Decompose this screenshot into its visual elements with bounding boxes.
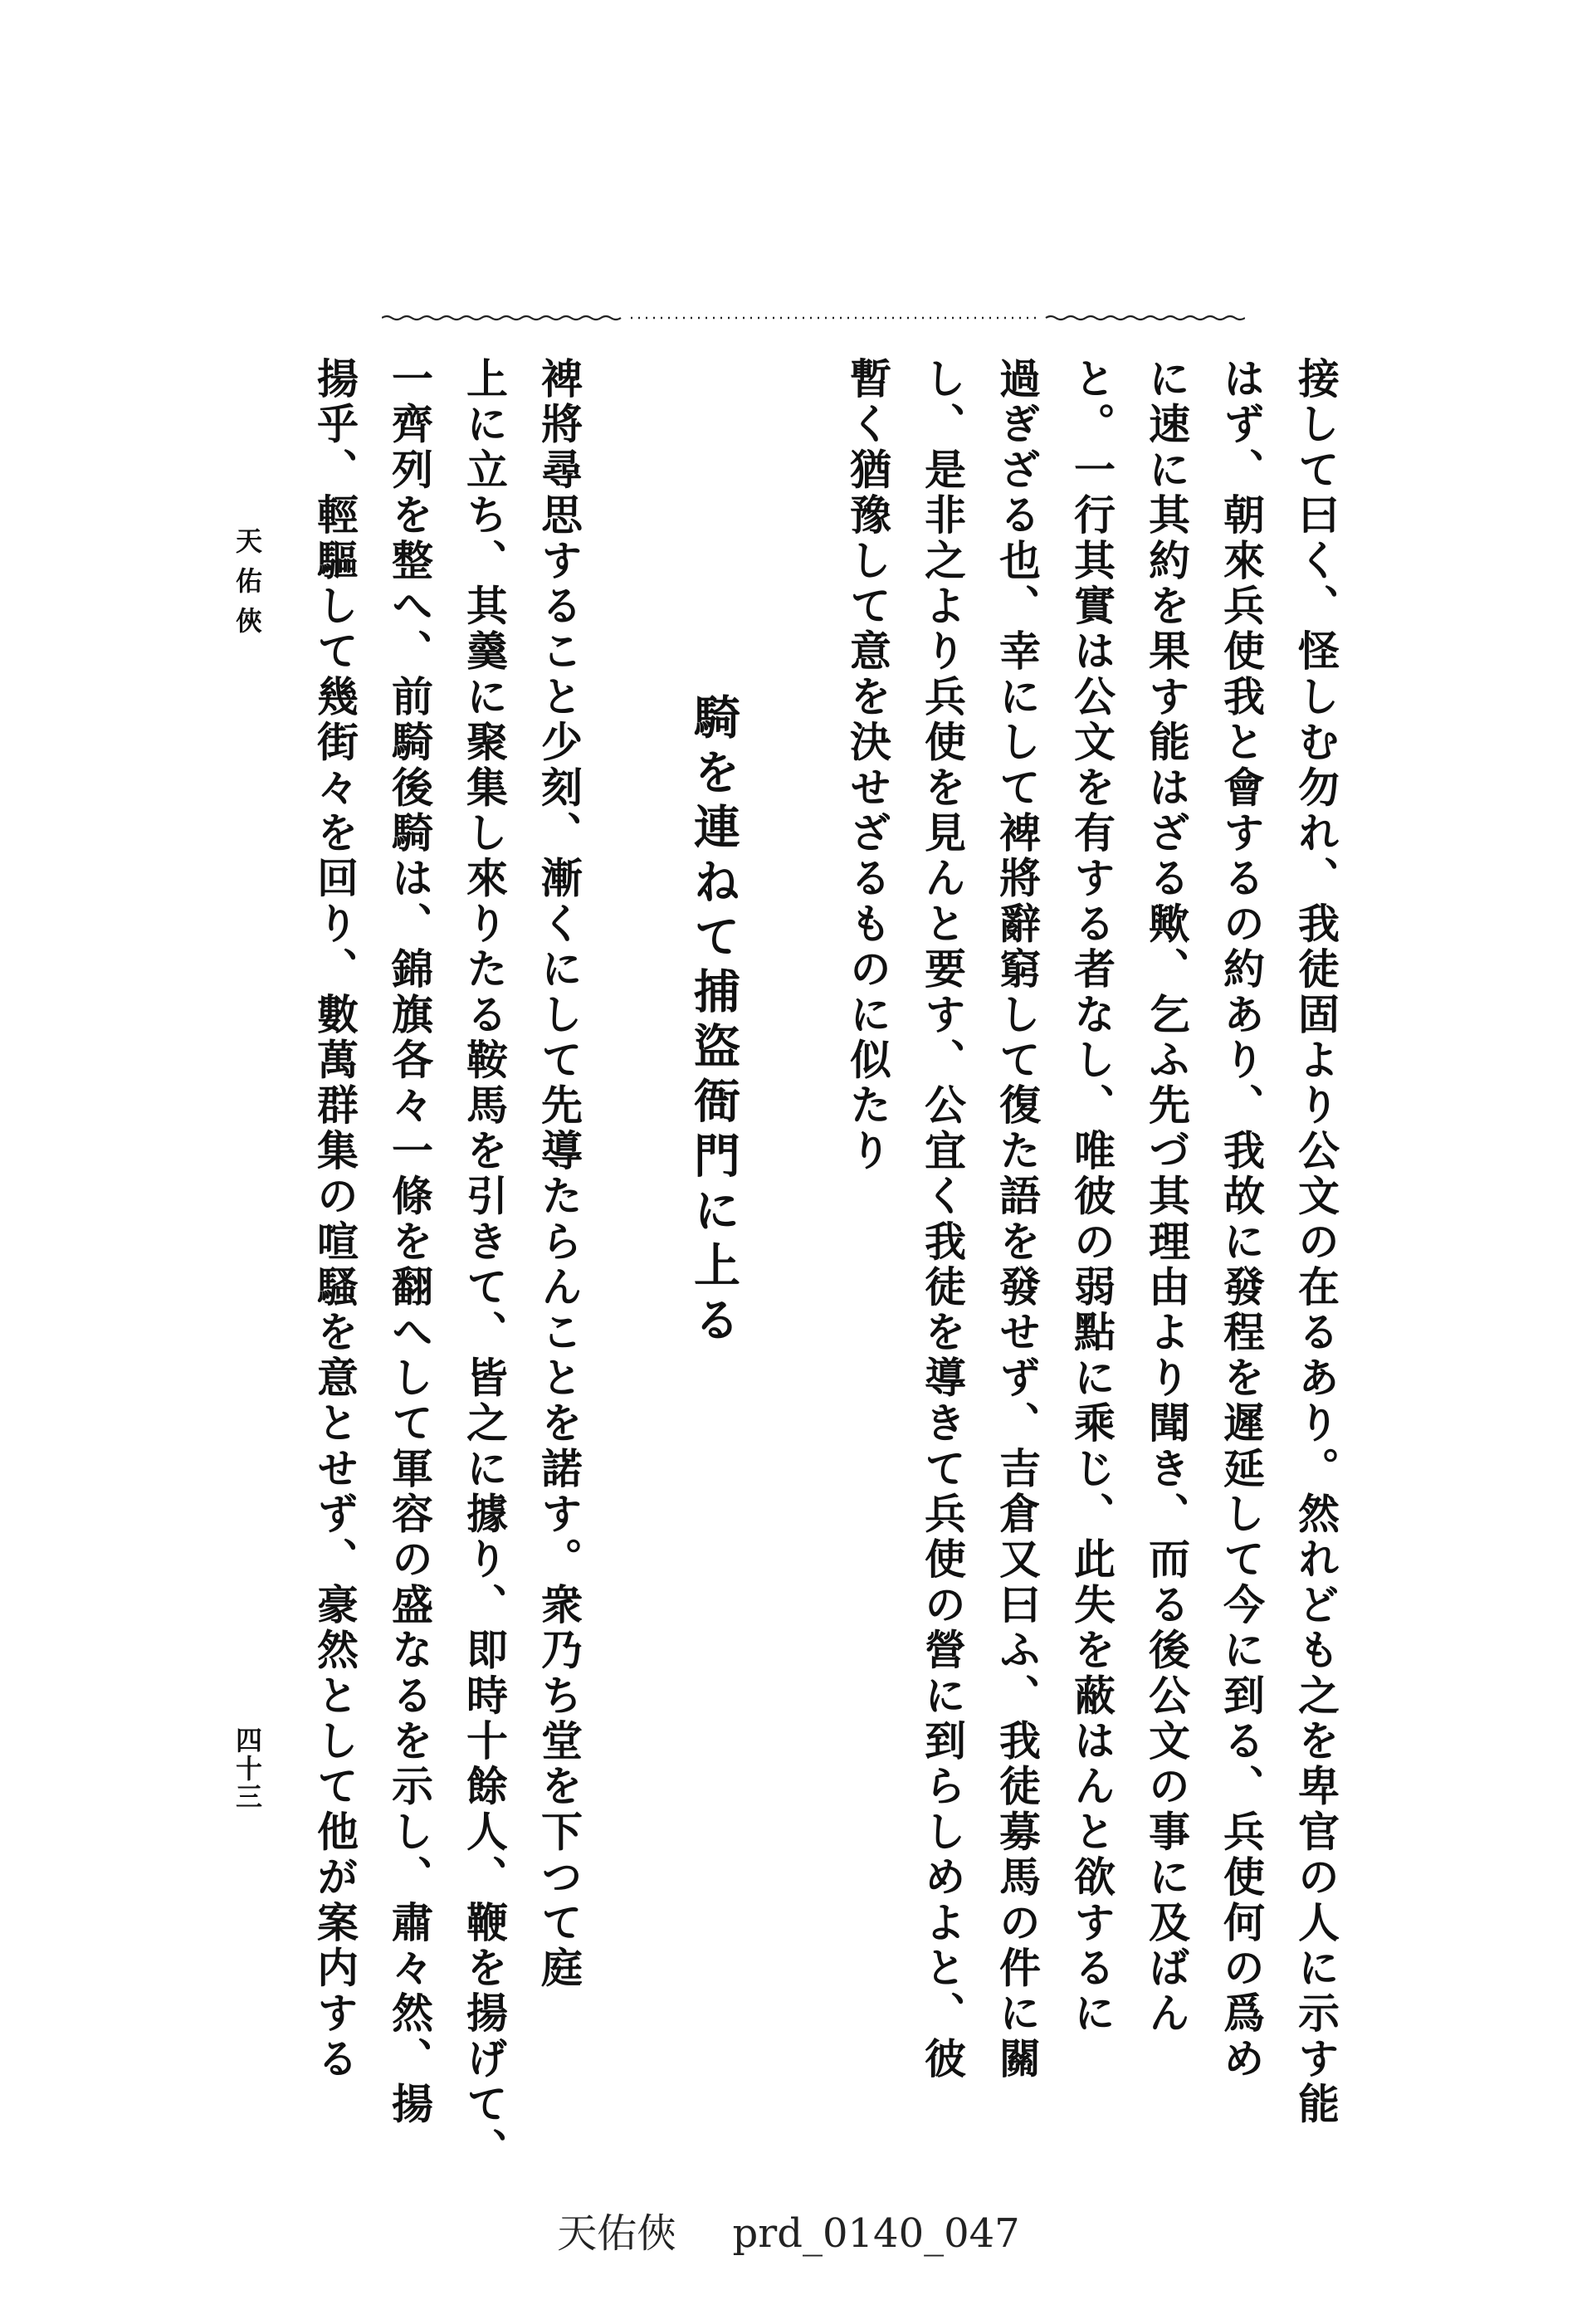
- running-title: 天佑俠: [232, 527, 263, 647]
- footer-code: prd_0140_047: [732, 2210, 1020, 2257]
- decorative-rule: [382, 314, 1245, 322]
- text-column: 暫く猶豫して意を決せざるものに似たり: [843, 357, 892, 1174]
- text-column: 過ぎざる也、幸にして裨將辭窮して復た語を發せず、吉倉又曰ふ、我徒募馬の件に關: [993, 357, 1042, 2082]
- section-heading: 騎を連ねて捕盜衙門に上る: [686, 693, 741, 1350]
- text-column: と。一行其實は公文を有する者なし、唯彼の弱點に乘じ、此失を蔽はんと欲するに: [1067, 357, 1116, 2037]
- page-number: 四十三: [232, 1726, 263, 1811]
- text-column: 一齊列を整へ、前騎後騎は、錦旗各々一條を翻へして軍容の盛なるを示し、肅々然、揚: [385, 357, 434, 2128]
- text-column: し、是非之より兵使を見んと要す、公宜く我徒を導きて兵使の營に到らしめよと、彼: [918, 357, 967, 2082]
- text-column: 上に立ち、其羹に聚集し來りたる鞍馬を引きて、皆之に據り、即時十餘人、鞭を揚げて、: [460, 357, 509, 2173]
- text-column: 揚乎、輕驅して幾街々を回り、數萬群集の喧騷を意とせず、豪然として他が案内する: [310, 357, 359, 2082]
- footer-title: 天佑俠: [557, 2210, 677, 2257]
- text-column: はず、朝來兵使我と會するの約あり、我故に發程を遲延して今に到る、兵使何の爲め: [1217, 357, 1266, 2082]
- text-column: 裨將尋思すること少刻、漸くにして先導たらんことを諾す。衆乃ち堂を下つて庭: [535, 357, 583, 1992]
- text-column: に速に其約を果す能はざる歟、乞ふ先づ其理由より聞き、而る後公文の事に及ばん: [1142, 357, 1191, 2037]
- footer-caption: [0, 2201, 1577, 2258]
- text-column: 接して曰く、怪しむ勿れ、我徒固より公文の在るあり。然れども之を卑官の人に示す能: [1291, 357, 1340, 2128]
